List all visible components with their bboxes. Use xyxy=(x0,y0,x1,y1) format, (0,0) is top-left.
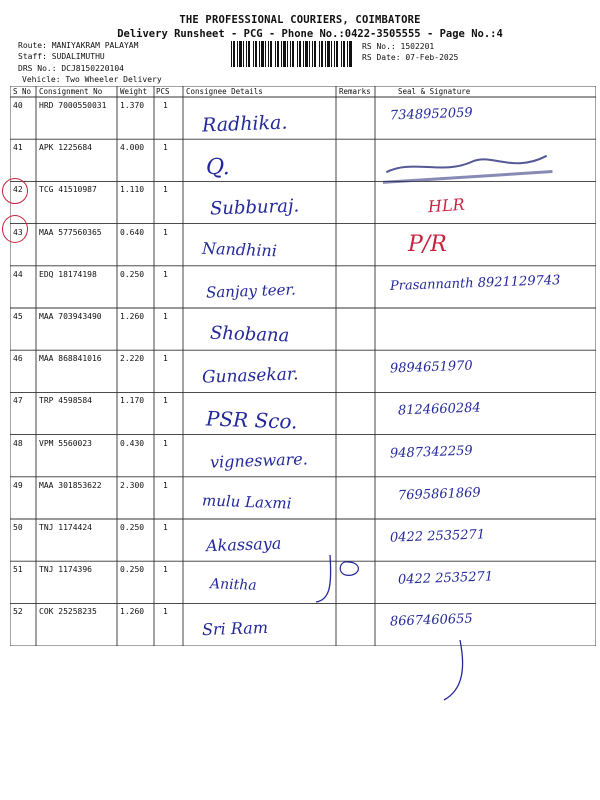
row-pcs: 1 xyxy=(163,101,168,110)
row-consignee-signature: PSR Sco. xyxy=(205,406,298,434)
row-pcs: 1 xyxy=(163,269,168,279)
company-title: THE PROFESSIONAL COURIERS, COIMBATORE xyxy=(179,14,421,26)
row-weight: 4.000 xyxy=(120,143,145,153)
row-weight: 2.220 xyxy=(120,354,145,364)
circle-mark-42 xyxy=(2,178,28,204)
row-sno: 48 xyxy=(13,438,23,448)
row-seal-signature: 9894651970 xyxy=(389,358,473,377)
row-consignee-signature: Subburaj. xyxy=(209,195,300,220)
hlr-mark: HLR xyxy=(427,194,466,217)
row-weight: 0.430 xyxy=(120,438,145,448)
row-consignment: MAA 577560365 xyxy=(39,227,102,237)
barcode xyxy=(230,41,354,67)
route-label: Route: MANIYAKRAM PALAYAM xyxy=(18,41,139,50)
row-pcs: 1 xyxy=(163,438,168,448)
row-consignee-signature: vignesware. xyxy=(209,448,309,472)
row-pcs: 1 xyxy=(163,185,168,195)
row-consignment: EDQ 18174198 xyxy=(39,269,97,279)
vehicle-label: Vehicle: Two Wheeler Delivery xyxy=(22,75,162,84)
row-sno: 51 xyxy=(13,565,23,575)
row-consignment: TNJ 1174424 xyxy=(39,523,92,532)
row-sno: 42 xyxy=(13,185,23,195)
row-weight: 2.300 xyxy=(120,480,145,490)
row-sno: 40 xyxy=(13,101,23,110)
row-consignment: TNJ 1174396 xyxy=(39,565,92,575)
col-header-consignment: Consignment No xyxy=(39,87,103,96)
row-weight: 1.110 xyxy=(120,185,145,195)
row-sno: 43 xyxy=(13,227,23,237)
row-pcs: 1 xyxy=(163,523,168,532)
row-seal-signature: 8124660284 xyxy=(397,400,481,419)
drs-label: DRS No.: DCJ8150220104 xyxy=(18,64,124,73)
row-weight: 1.260 xyxy=(120,312,145,321)
row-consignment: HRD 7000550031 xyxy=(39,101,107,110)
row-consignee-signature: mulu Laxmi xyxy=(201,491,292,513)
row-weight: 0.640 xyxy=(120,227,145,237)
row-sno: 52 xyxy=(13,607,23,617)
row-consignment: VPM 5560023 xyxy=(39,438,92,448)
row-pcs: 1 xyxy=(163,143,168,153)
row-weight: 1.370 xyxy=(120,101,145,110)
row-sno: 41 xyxy=(13,143,23,153)
row-seal-signature: 7348952059 xyxy=(389,105,473,124)
rs-no-label: RS No.: 1502201 xyxy=(362,42,435,51)
circle-mark-43 xyxy=(2,215,28,243)
pr-mark: P/R xyxy=(408,232,447,257)
row-consignment: APK 1225684 xyxy=(39,143,92,153)
runsheet-table xyxy=(10,86,596,646)
col-header-sno: S No xyxy=(13,87,32,96)
row-sno: 49 xyxy=(13,480,23,490)
row-consignee-signature: Sri Ram xyxy=(201,618,269,640)
row-pcs: 1 xyxy=(163,607,168,617)
row-consignee-signature: Gunasekar. xyxy=(201,364,299,388)
row-seal-signature: 7695861869 xyxy=(397,485,481,504)
col-header-pcs: PCS xyxy=(156,87,170,96)
row-weight: 0.250 xyxy=(120,523,145,532)
row-consignment: TRP 4598584 xyxy=(39,396,92,406)
row-weight: 1.170 xyxy=(120,396,145,406)
row-sno: 44 xyxy=(13,269,23,279)
row-pcs: 1 xyxy=(163,312,168,321)
row-weight: 0.250 xyxy=(120,565,145,575)
row-consignee-signature: Akassaya xyxy=(205,533,282,556)
row-seal-signature: 9487342259 xyxy=(389,443,473,462)
row-consignment: MAA 703943490 xyxy=(39,312,102,321)
row-seal-signature: 0422 2535271 xyxy=(397,569,494,588)
row-consignee-signature: Sanjay teer. xyxy=(205,280,297,302)
row-weight: 0.250 xyxy=(120,269,145,279)
row-sno: 46 xyxy=(13,354,23,364)
row-consignment: TCG 41510987 xyxy=(39,185,97,195)
col-header-seal: Seal & Signature xyxy=(398,87,471,96)
row-sno: 47 xyxy=(13,396,23,406)
row-consignment: MAA 301853622 xyxy=(39,480,102,490)
row-weight: 1.260 xyxy=(120,607,145,617)
row-seal-signature: Prasannanth 8921129743 xyxy=(389,272,561,294)
row-seal-signature: 8667460655 xyxy=(389,611,473,630)
row-seal-signature: 0422 2535271 xyxy=(389,527,486,546)
row-consignee-signature: Shobana xyxy=(209,322,290,347)
row-consignment: MAA 868841016 xyxy=(39,354,102,364)
row-pcs: 1 xyxy=(163,354,168,364)
col-header-consignee: Consignee Details xyxy=(186,87,263,96)
row-consignee-signature: Anitha xyxy=(209,576,257,594)
row-sno: 45 xyxy=(13,312,23,321)
runsheet-title: Delivery Runsheet - PCG - Phone No.:0422-3505555 - Page No.:4 xyxy=(117,28,503,40)
row-consignee-signature: Nandhini xyxy=(201,238,278,260)
row-pcs: 1 xyxy=(163,480,168,490)
row-consignee-signature: Q. xyxy=(205,154,231,181)
row-pcs: 1 xyxy=(163,565,168,575)
row-consignee-signature: Radhika. xyxy=(201,111,288,137)
row-pcs: 1 xyxy=(163,396,168,406)
row-pcs: 1 xyxy=(163,227,168,237)
col-header-weight: Weight xyxy=(120,87,148,96)
col-header-remarks: Remarks xyxy=(339,87,371,96)
staff-label: Staff: SUDALIMUTHU xyxy=(18,52,105,61)
rs-date-label: RS Date: 07-Feb-2025 xyxy=(362,53,459,62)
row-consignment: COK 25258235 xyxy=(39,607,97,617)
row-sno: 50 xyxy=(13,523,23,532)
